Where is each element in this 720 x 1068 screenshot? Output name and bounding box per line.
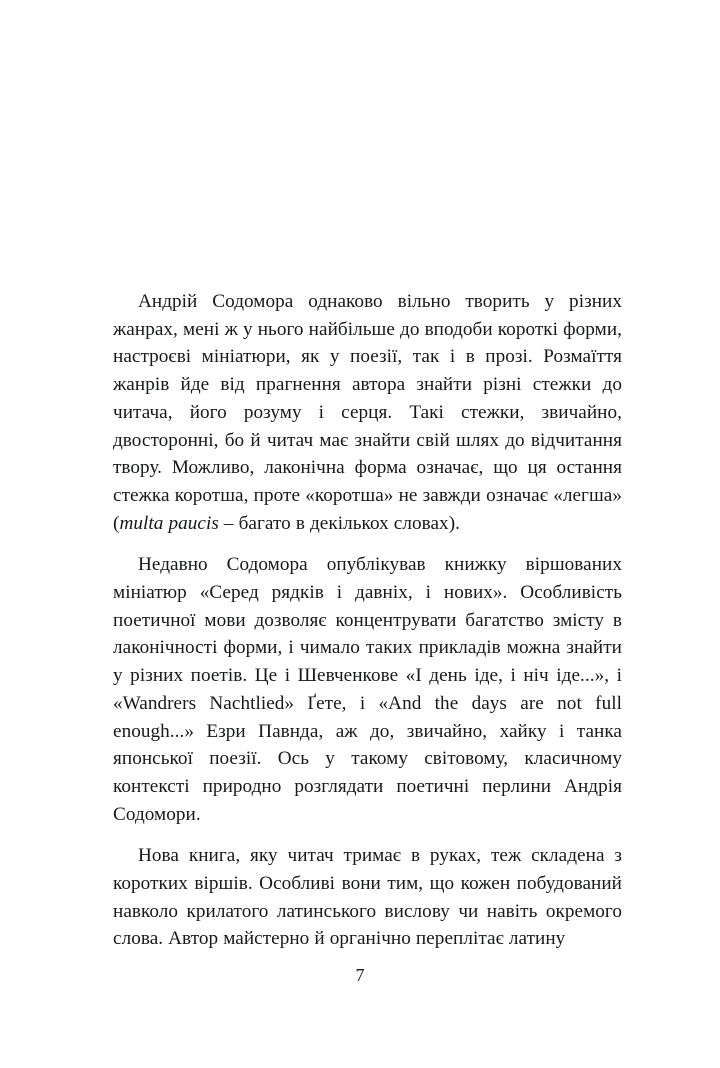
body-paragraph: Недавно Содомора опублікував книжку віршованих мініатюр «Серед рядків і давніх, і нових». Особливість поетичної мови дозволяє концентрувати багатство змісту в лаконічності форми, і чимало таких прикладів можна знайти у різних поетів. Це і Шевченкове «І день іде, і ніч іде...», і «Wandrers Nachtlied» Ґете, і «And the days are not full enough...» Езри Павнда, аж до, звичайно, хайку і танка японської поезії. Ось у такому світовому, класичному контексті природно розглядати поетичні перлини Андрія Содомори. (113, 554, 622, 825)
latin-phrase: multa paucis (119, 512, 219, 534)
body-paragraph: Нова книга, яку читач тримає в руках, теж складена з коротких віршів. Особливі вони тим, що кожен побудований навколо крилатого латинського вислову чи навіть окремого слова. Автор майстерно й органічно переплітає латину (113, 845, 622, 950)
page-number: 7 (355, 965, 365, 985)
body-paragraph: Андрій Содомора однаково вільно творить у різних жанрах, мені ж у нього найбільше до вподоби короткі форми, настроєві мініатюри, як у поезії, так і в прозі. Розмаїття жанрів йде від прагнення автора знайти різні стежки до читача, його розуму і серця. Такі стежки, звичайно, двосторонні, бо й читач має знайти свій шлях до відчитання твору. Можливо, лаконічна форма означає, що ця остання стежка коротша, проте «коротша» не завжди означає «легша» (multa paucis – багато в декількох словах). (113, 291, 622, 534)
body-text-block (113, 288, 622, 953)
